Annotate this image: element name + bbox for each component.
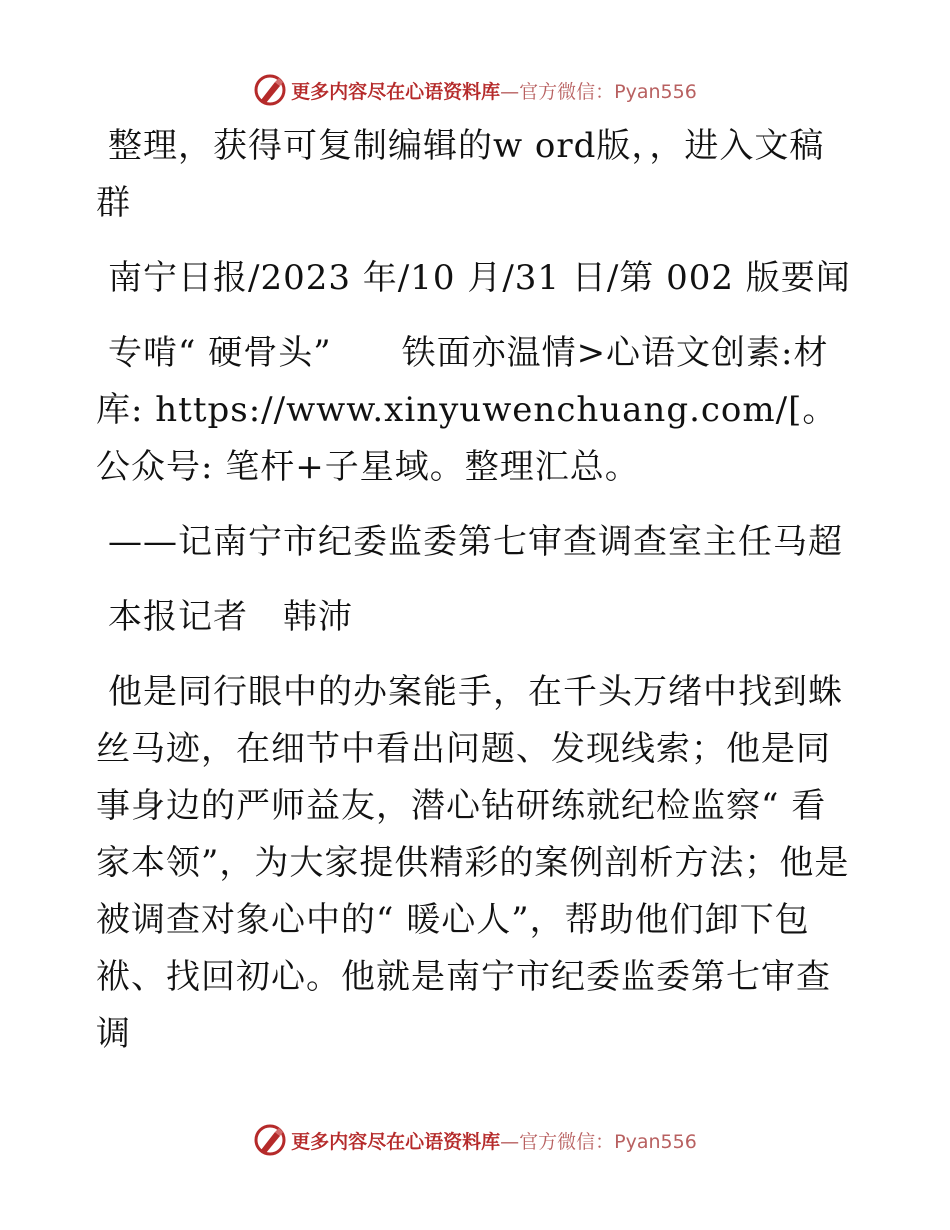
pen-logo-icon: [253, 1123, 287, 1157]
source-line: 南宁日报/2023 年/10 月/31 日/第 002 版要闻: [108, 258, 851, 298]
article-title: 专啃“ 硬骨头” 铁面亦温情>心语文创素:材库: https://www.xinyuwenchuang.com/[。公众号: 笔杆+子星域。整理汇总。: [96, 333, 838, 487]
header-watermark: [0, 70, 950, 110]
watermark-contact-text: —官方微信：Pyan556: [500, 80, 697, 103]
article-subtitle: ——记南宁市纪委监委第七审查调查室主任马超: [108, 522, 843, 562]
article-body: [96, 118, 856, 1081]
pen-logo-icon: [253, 73, 287, 107]
watermark-contact-text: —官方微信：Pyan556: [500, 1130, 697, 1153]
reporter-byline: 本报记者 韩沛: [108, 597, 353, 637]
watermark-brand-text: 更多内容尽在心语资料库: [291, 80, 501, 103]
footer-watermark: [0, 1120, 950, 1160]
body-paragraph: 他是同行眼中的办案能手，在千头万绪中找到蛛丝马迹，在细节中看出问题、发现线索；他是同事身边的严师益友，潜心钻研练就纪检监察“ 看家本领”，为大家提供精彩的案例剖析方法；他是被调查对象心中的“ 暖心人”，帮助他们卸下包袱、找回初心。他就是南宁市纪委监委第七审查调: [96, 672, 850, 1054]
intro-notice: 整理，获得可复制编辑的w ord版，，进入文稿群: [96, 126, 825, 223]
watermark-brand-text: 更多内容尽在心语资料库: [291, 1130, 501, 1153]
